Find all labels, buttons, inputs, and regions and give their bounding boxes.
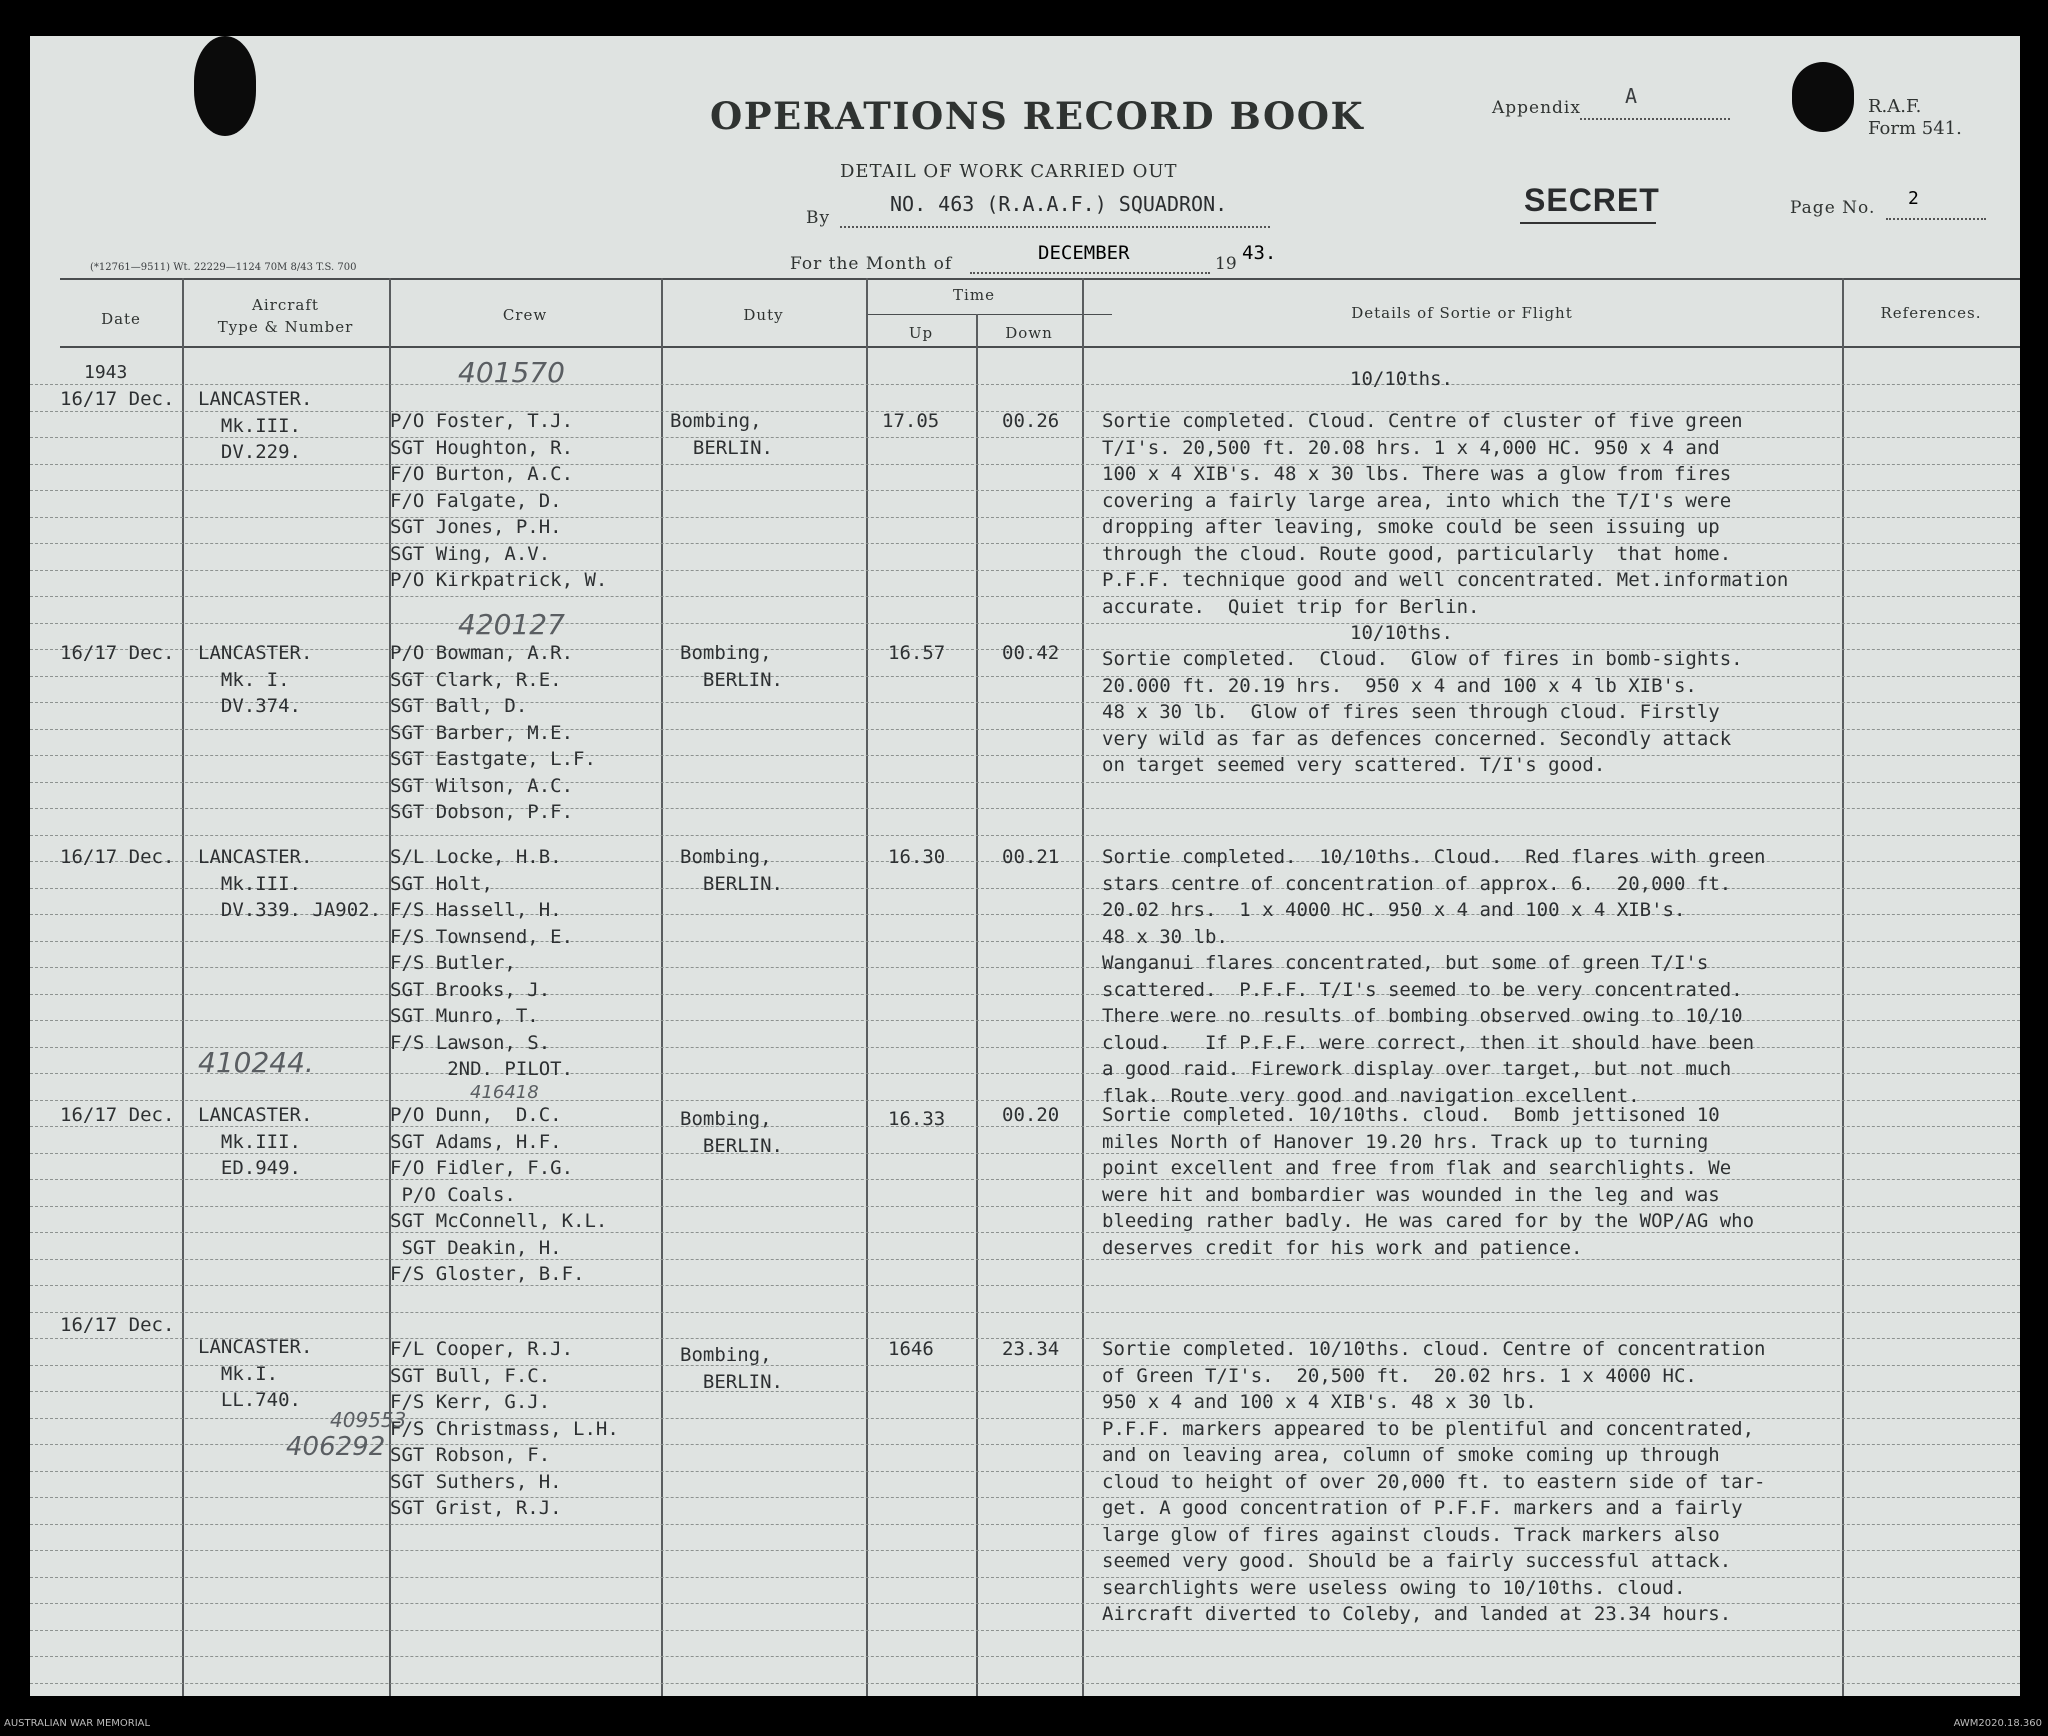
entry-aircraft: LANCASTER. Mk.I. LL.740. bbox=[198, 1336, 313, 1411]
ruled-line bbox=[30, 1683, 2020, 1684]
secret-underline bbox=[1520, 222, 1656, 224]
entry-aircraft: LANCASTER. Mk.III. ED.949. bbox=[198, 1104, 313, 1179]
appendix-dots bbox=[1580, 118, 1730, 120]
entry-cloud-note: 10/10ths. bbox=[1350, 368, 1453, 390]
entry-date: 16/17 Dec. bbox=[60, 388, 175, 410]
page-number-label: Page No. bbox=[1790, 198, 1876, 218]
entry-crew: S/L Locke, H.B. SGT Holt, F/S Hassell, H. F/S Townsend, E. F/S Butler, SGT Brooks, J. SGT Munro, T. F/S Lawson, S. 2ND. PILOT. bbox=[390, 846, 574, 1080]
column-header-up: Up bbox=[908, 324, 934, 342]
punch-hole-left bbox=[194, 36, 256, 136]
entry-time-up: 16.30 bbox=[888, 846, 946, 868]
entry-aircraft: LANCASTER. Mk. I. DV.374. bbox=[198, 642, 313, 717]
entry-details: Sortie completed. Cloud. Glow of fires in bomb-sights. 20.000 ft. 20.19 hrs. 950 x 4 and 100 x 4 lb XIB's. 48 x 30 lb. Glow of fires seen through cloud. Firstly very wild as far as defences concerned. Secondly attack on target seemed very scattered. T/I's good. bbox=[1102, 648, 1743, 776]
detail-line: DETAIL OF WORK CARRIED OUT bbox=[840, 161, 1178, 182]
column-header-date: Date bbox=[101, 310, 141, 328]
month-value: DECEMBER bbox=[1038, 242, 1130, 264]
table-header-border bbox=[60, 346, 2020, 348]
ruled-line bbox=[30, 384, 2020, 385]
entry-aircraft: LANCASTER. Mk.III. DV.339. JA902. bbox=[198, 846, 382, 921]
entry-time-up: 17.05 bbox=[882, 410, 940, 432]
entry-date: 16/17 Dec. bbox=[60, 1314, 175, 1336]
entry-time-down: 00.20 bbox=[1002, 1104, 1060, 1126]
footer-accession-number: AWM2020.18.360 bbox=[1953, 1718, 2042, 1729]
handwritten-service-number-2: 406292 bbox=[286, 1432, 386, 1462]
entry-time-down: 23.34 bbox=[1002, 1338, 1060, 1360]
secret-stamp: SECRET bbox=[1524, 182, 1660, 218]
col-divider-up bbox=[976, 314, 978, 1696]
page-number-dots bbox=[1886, 218, 1986, 220]
page-number-value: 2 bbox=[1908, 188, 1919, 209]
year-prefix: 19 bbox=[1215, 254, 1237, 274]
column-header-duty: Duty bbox=[743, 306, 784, 324]
ruled-line bbox=[30, 623, 2020, 624]
entry-time-up: 1646 bbox=[888, 1338, 934, 1360]
entry-crew: F/L Cooper, R.J. SGT Bull, F.C. F/S Kerr, G.J. F/S Christmass, L.H. SGT Robson, F. SGT Suthers, H. SGT Grist, R.J. bbox=[390, 1338, 619, 1519]
punch-hole-right bbox=[1792, 62, 1854, 132]
column-header-references: References. bbox=[1880, 304, 1982, 322]
entry-duty: Bombing, BERLIN. bbox=[680, 846, 783, 895]
entry-time-down: 00.21 bbox=[1002, 846, 1060, 868]
ruled-line bbox=[30, 782, 2020, 783]
table-top-border bbox=[60, 278, 2020, 280]
entry-time-down: 00.42 bbox=[1002, 642, 1060, 664]
entry-details: Sortie completed. Cloud. Centre of cluster of five green T/I's. 20,500 ft. 20.08 hrs. 1 x 4,000 HC. 950 x 4 and 100 x 4 XIB's. 48 x 30 lbs. There was a glow from fires covering a fairly large area, into which the T/I's were dropping after leaving, smoke could be seen issuing up through the cloud. Route good, particularly that home. P.F.F. technique good and well concentrated. Met.information accurate. Quiet trip for Berlin. bbox=[1102, 410, 1789, 618]
entry-crew: P/O Dunn, D.C. SGT Adams, H.F. F/O Fidler, F.G. P/O Coals. SGT McConnell, K.L. SGT Deakin, H. F/S Gloster, B.F. bbox=[390, 1104, 608, 1285]
print-reference: (*12761—9511) Wt. 22229—1124 70M 8/43 T.S. 700 bbox=[90, 262, 357, 273]
form-reference: R.A.F. Form 541. bbox=[1868, 96, 1962, 139]
handwritten-service-number: 420127 bbox=[458, 608, 565, 641]
year-value: 43. bbox=[1242, 242, 1277, 264]
appendix-value: A bbox=[1625, 84, 1638, 108]
entry-date: 16/17 Dec. bbox=[60, 846, 175, 868]
column-header-time: Time bbox=[953, 286, 995, 304]
entry-time-up: 16.57 bbox=[888, 642, 946, 664]
ruled-line bbox=[30, 1285, 2020, 1286]
entry-date: 16/17 Dec. bbox=[60, 1104, 175, 1126]
handwritten-service-number: 410244. bbox=[198, 1046, 314, 1079]
entry-details: Sortie completed. 10/10ths. Cloud. Red flares with green stars centre of concentration of approx. 6. 20,000 ft. 20.02 hrs. 1 x 4000 HC. 950 x 4 and 100 x 4 XIB's. 48 x 30 lb. Wanganui flares concentrated, but some of green T/I's scattered. P.F.F. T/I's seemed to be very concentrated. There were no results of bombing observed owing to 10/10 cloud. If P.F.F. were correct, then it should have been a good raid. Firework display over target, but not much flak. Route very good and navigation excellent. bbox=[1102, 846, 1766, 1107]
column-header-details: Details of Sortie or Flight bbox=[1351, 304, 1573, 322]
entry-duty: Bombing, BERLIN. bbox=[680, 1344, 783, 1393]
year-heading: 1943 bbox=[84, 362, 128, 383]
entry-date: 16/17 Dec. bbox=[60, 642, 175, 664]
month-dots bbox=[970, 272, 1210, 274]
entry-duty: Bombing, BERLIN. bbox=[680, 1108, 783, 1157]
handwritten-service-number: 409553 bbox=[330, 1408, 407, 1432]
ruled-line bbox=[30, 1630, 2020, 1631]
by-label: By bbox=[806, 208, 831, 228]
footer-credit: AUSTRALIAN WAR MEMORIAL bbox=[4, 1718, 151, 1729]
entry-crew: P/O Bowman, A.R. SGT Clark, R.E. SGT Ball, D. SGT Barber, M.E. SGT Eastgate, L.F. SGT Wilson, A.C. SGT Dobson, P.F. bbox=[390, 642, 596, 823]
handwritten-service-number: 416418 bbox=[470, 1082, 539, 1103]
ruled-line bbox=[30, 1312, 2020, 1313]
appendix-label: Appendix bbox=[1492, 98, 1581, 118]
entry-duty: Bombing, BERLIN. bbox=[670, 410, 773, 459]
entry-time-down: 00.26 bbox=[1002, 410, 1060, 432]
page-title: OPERATIONS RECORD BOOK bbox=[710, 94, 1365, 138]
entry-details: Sortie completed. 10/10ths. cloud. Centre of concentration of Green T/I's. 20,500 ft. 20.02 hrs. 1 x 4000 HC. 950 x 4 and 100 x 4 XIB's. 48 x 30 lb. P.F.F. markers appeared to be plentiful and concentrated, and on leaving area, column of smoke coming up through cloud to height of over 20,000 ft. to eastern side of tar- get. A good concentration of P.F.F. markers and a fairly large glow of fires against clouds. Track markers also seemed very good. Should be a fairly successful attack. searchlights were useless owing to 10/10ths. cloud. Aircraft diverted to Coleby, and landed at 23.34 hours. bbox=[1102, 1338, 1766, 1625]
entry-aircraft: LANCASTER. Mk.III. DV.229. bbox=[198, 388, 313, 463]
entry-time-up: 16.33 bbox=[888, 1108, 946, 1130]
squadron-dots bbox=[840, 226, 1270, 228]
handwritten-service-number: 401570 bbox=[458, 356, 565, 389]
record-sheet bbox=[30, 36, 2020, 1696]
entry-duty: Bombing, BERLIN. bbox=[680, 642, 783, 691]
month-label: For the Month of bbox=[790, 254, 953, 274]
time-subheader-border bbox=[866, 314, 1112, 315]
column-header-down: Down bbox=[1005, 324, 1053, 342]
column-header-aircraft: Aircraft Type & Number bbox=[217, 296, 354, 336]
entry-crew: P/O Foster, T.J. SGT Houghton, R. F/O Burton, A.C. F/O Falgate, D. SGT Jones, P.H. SGT Wing, A.V. P/O Kirkpatrick, W. bbox=[390, 410, 608, 591]
entry-details: Sortie completed. 10/10ths. cloud. Bomb jettisoned 10 miles North of Hanover 19.20 hrs. Track up to turning point excellent and free from flak and searchlights. We were hit and bombardier was wounded in the leg and was bleeding rather badly. He was cared for by the WOP/AG who deserves credit for his work and patience. bbox=[1102, 1104, 1755, 1259]
ruled-line bbox=[30, 835, 2020, 836]
column-header-crew: Crew bbox=[502, 306, 548, 324]
ruled-line bbox=[30, 1656, 2020, 1657]
entry-cloud-note: 10/10ths. bbox=[1350, 622, 1453, 644]
squadron-name: NO. 463 (R.A.A.F.) SQUADRON. bbox=[890, 192, 1228, 216]
ruled-line bbox=[30, 808, 2020, 809]
